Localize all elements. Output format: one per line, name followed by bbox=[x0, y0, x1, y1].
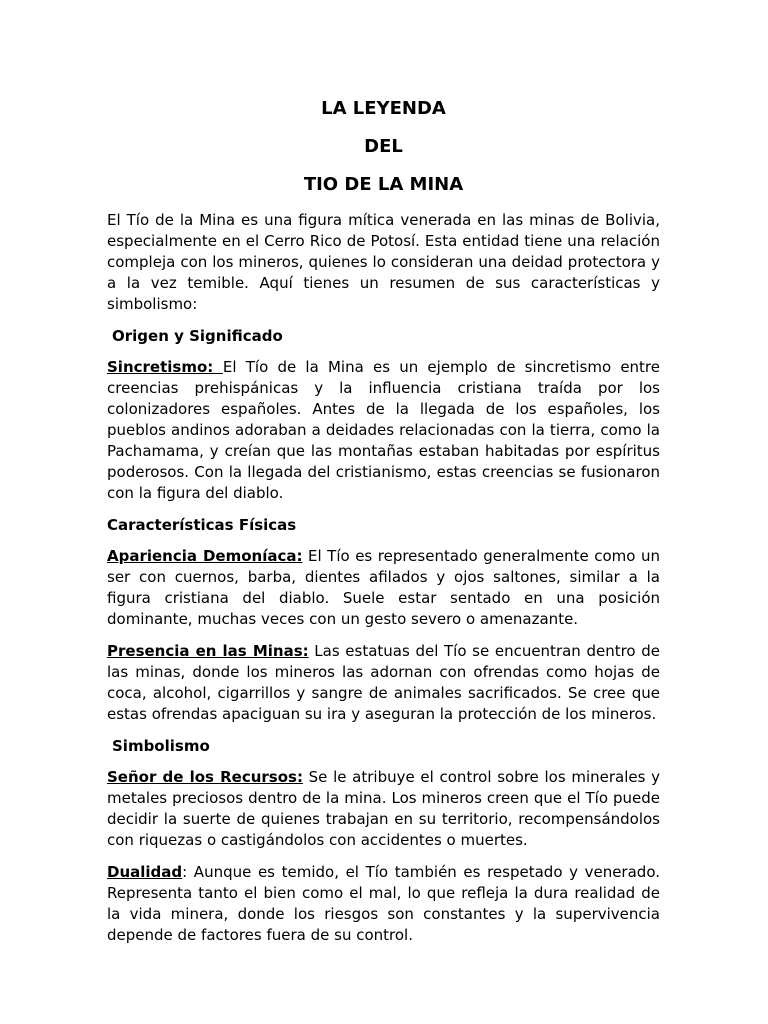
title-line-3: TIO DE LA MINA bbox=[303, 174, 464, 195]
text-sincretismo: El Tío de la Mina es un ejemplo de sincretismo entre creencias prehispánicas y la influencia cristiana traída por los colonizadores españoles. Antes de la llegada de los españoles, los pueblos andinos adoraban a deidades relacionadas con la tierra, como la Pachamama, y creían que las montañas estaban habitadas por espíritus poderosos. Con la llegada del cristianismo, estas creencias se fusionaron con la figura del diablo. bbox=[107, 358, 660, 502]
intro-paragraph: El Tío de la Mina es una figura mítica venerada en las minas de Bolivia, especialmente en el Cerro Rico de Potosí. Esta entidad tiene una relación compleja con los mineros, quienes lo consideran una deidad protectora y a la vez temible. Aquí tienes un resumen de sus características y simbolismo: bbox=[107, 211, 660, 313]
section-heading-origen: Origen y Significado bbox=[112, 327, 283, 345]
title-line-2: DEL bbox=[364, 136, 403, 157]
term-apariencia: Apariencia Demoníaca: bbox=[107, 547, 303, 565]
text-presencia: Las estatuas del Tío se encuentran dentro de las minas, donde los mineros las adornan con ofrendas como hojas de coca, alcohol, cigarrillos y sangre de animales sacrificados. Se cree que estas ofrendas apaciguan su ira y aseguran la protección de los mineros. bbox=[107, 642, 660, 723]
paragraph-sincretismo bbox=[107, 357, 660, 504]
section-heading-caracteristicas: Características Físicas bbox=[107, 516, 297, 534]
term-senor: Señor de los Recursos: bbox=[107, 768, 303, 786]
document-title bbox=[107, 90, 660, 204]
paragraph-senor bbox=[107, 767, 660, 851]
paragraph-presencia bbox=[107, 641, 660, 725]
text-senor: Se le atribuye el control sobre los minerales y metales preciosos dentro de la mina. Los mineros creen que el Tío puede decidir la suerte de quienes trabajan en su territorio, recompensándolos con riquezas o castigándolos con accidentes o muertes. bbox=[107, 768, 660, 849]
paragraph-apariencia bbox=[107, 546, 660, 630]
paragraph-dualidad bbox=[107, 862, 660, 946]
document-page bbox=[107, 90, 660, 957]
section-heading-simbolismo: Simbolismo bbox=[112, 737, 210, 755]
term-sincretismo: Sincretismo: bbox=[107, 358, 223, 376]
text-apariencia: El Tío es representado generalmente como un ser con cuernos, barba, dientes afilados y ojos saltones, similar a la figura cristiana del diablo. Suele estar sentado en una posición dominante, muchas veces con un gesto severo o amenazante. bbox=[107, 547, 660, 628]
title-line-1: LA LEYENDA bbox=[321, 98, 446, 119]
term-presencia: Presencia en las Minas: bbox=[107, 642, 309, 660]
term-dualidad: Dualidad bbox=[107, 863, 183, 881]
text-dualidad: : Aunque es temido, el Tío también es respetado y venerado. Representa tanto el bien como el mal, lo que refleja la dura realidad de la vida minera, donde los riesgos son constantes y la supervivencia depende de factores fuera de su control. bbox=[107, 863, 660, 944]
